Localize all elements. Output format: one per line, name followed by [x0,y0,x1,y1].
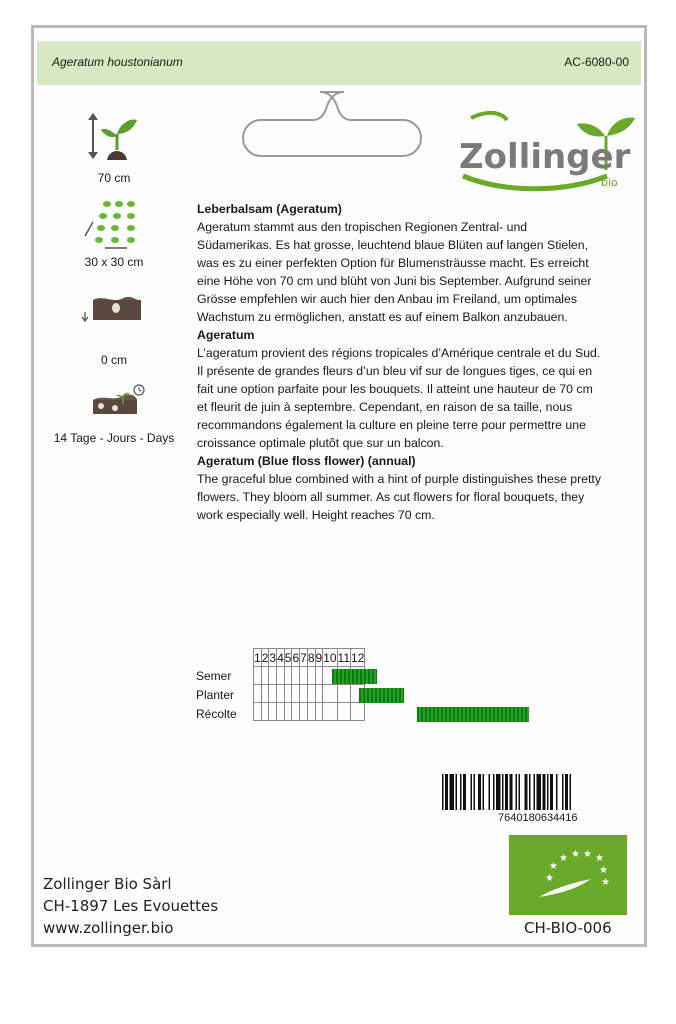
header-bar [37,41,641,85]
barcode-bar [550,774,553,810]
barcode-bar [516,774,518,810]
germination-caption: 14 Tage - Jours - Days [53,431,175,445]
barcode-bar [442,774,444,810]
svg-text:★: ★ [595,853,604,864]
month-4: 4 [277,650,284,665]
barcode-bar [547,774,549,810]
logo-graphic [457,106,637,206]
barcode-bar [496,774,501,810]
calendar-bar-plant [359,688,404,703]
barcode-bar [525,774,528,810]
svg-text:★: ★ [559,853,568,864]
calendar-bar-sow [332,669,377,684]
sowing-depth-caption: 0 cm [100,353,127,367]
barcode-bar [456,774,458,810]
month-9: 9 [315,650,323,665]
plant-height-block [34,110,194,185]
ean-barcode [442,774,622,810]
zollinger-logo [457,106,637,211]
barcode-bar [489,774,491,810]
certification-code: CH-BIO-006 [524,919,612,937]
section-body-de: Ageratum stammt aus den tropischen Regionen Zentral- und Südamerikas. Es hat grosse, leuchtend blaue Blüten auf langen Stielen, was es zu einer perfekten Option für Blumensträusse macht. Es erreicht eine Höhe von 70 cm und blüht von Juni bis September. Aufgrund seiner Grösse empfehlen wir auch hier den Anbau im Freiland, um optimales Wachstum zu ermöglichen, anstatt es auf einem Balkon anzubauen. [197,220,592,324]
barcode-bar [510,774,513,810]
month-5: 5 [284,650,292,665]
row-label-harvest: Récolte [196,707,237,721]
barcode-bar [529,774,531,810]
plant-height-icon [79,110,149,166]
svg-text:★: ★ [601,877,610,888]
article-code: AC-6080-00 [564,55,629,69]
month-6: 6 [292,650,300,665]
eu-leaf-stars-icon [509,835,627,915]
plant-spacing-caption: 30 x 30 cm [84,255,144,269]
svg-text:★: ★ [583,849,592,860]
month-1: 1 [254,650,261,665]
barcode-bar [445,774,448,810]
month-12: 12 [351,650,365,665]
section-body-fr: L’ageratum provient des régions tropicales d’Amérique centrale et du Sud. Il présente de grandes fleurs d’un bleu vif sur de longues tiges, ce qui en fait une option parfaite pour les bouquets. Il atteint une hauteur de 70 cm et fleurit de juin à septembre. Cependant, en raison de sa taille, nous recommandons également la culture en pleine terre pour permettre une croissance optimale plutôt que sur un balcon. [197,346,601,450]
row-label-sow: Semer [196,669,232,683]
barcode-bar [460,774,462,810]
description [197,200,602,524]
barcode-bar [502,774,504,810]
barcode-bar [537,774,542,810]
calendar-bar-harvest [417,707,529,722]
section-title-fr: Ageratum [197,328,255,342]
eu-organic-logo [509,835,627,915]
logo-suffix: bio [601,176,618,189]
month-10: 10 [323,650,337,665]
svg-text:★: ★ [549,861,558,872]
barcode-bar [493,774,495,810]
barcode-bar [570,774,572,810]
calendar-bars [253,648,633,728]
month-3: 3 [269,650,277,665]
month-11: 11 [337,650,351,665]
section-body-en: The graceful blue combined with a hint of purple distinguishes these pretty flowers. They bloom all summer. As cut flowers for floral bouquets, they work especially well. Height reaches 70 cm. [197,472,601,522]
section-title-en: Ageratum (Blue floss flower) (annual) [197,454,416,468]
plant-height-caption: 70 cm [97,171,131,185]
barcode-bar [474,774,476,810]
company-location: CH-1897 Les Evouettes [43,897,219,915]
plant-spacing-block [34,198,194,269]
month-2: 2 [261,650,269,665]
barcode-bar [562,774,564,810]
barcode-bar [534,774,536,810]
company-website[interactable]: www.zollinger.bio [43,919,174,937]
barcode-bar [463,774,466,810]
row-label-plant: Planter [196,688,235,702]
barcode-bar [556,774,558,810]
logo-wordmark: Zollinger [459,137,631,177]
month-8: 8 [307,650,315,665]
barcode-bar [450,774,455,810]
barcode-number: 7640180634416 [498,812,578,824]
svg-text:★: ★ [599,865,608,876]
sowing-depth-block [34,296,194,367]
germination-time-icon [79,382,149,418]
svg-text:★: ★ [571,849,580,860]
barcode-bar [519,774,521,810]
barcode-bar [478,774,481,810]
seed-packet-card [31,25,647,947]
company-address [43,873,218,939]
svg-text:★: ★ [545,873,554,884]
germination-block [34,382,194,445]
barcode-bar [565,774,568,810]
company-name: Zollinger Bio Sàrl [43,875,172,893]
barcode-bar [483,774,485,810]
sowing-depth-icon [79,296,149,326]
barcode-bar [505,774,508,810]
latin-name: Ageratum houstonianum [52,55,183,69]
section-title-de: Leberbalsam (Ageratum) [197,202,342,216]
hang-tab-outline [241,88,423,160]
barcode-bar [471,774,473,810]
barcode-bar [543,774,546,810]
month-7: 7 [300,650,307,665]
plant-spacing-icon [79,198,149,250]
